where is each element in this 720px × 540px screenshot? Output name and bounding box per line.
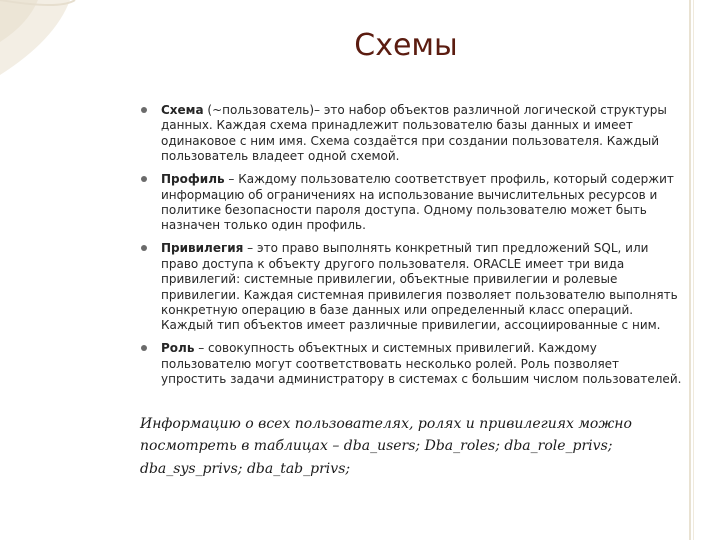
- bullet-item-profile: [139, 172, 684, 234]
- bullet-item-privilege: [139, 241, 684, 333]
- right-border-line: [689, 0, 691, 540]
- bullet-text: – совокупность объектных и системных привилегий. Каждому пользователю могут соответствовать несколько ролей. Роль позволяет упростить задачи администратору в системах с большим числом пользователей.: [161, 341, 682, 387]
- bullet-item-schema: [139, 103, 684, 165]
- bullet-term: Схема: [161, 103, 204, 117]
- bullet-term: Профиль: [161, 172, 225, 187]
- right-border-line-thin: [693, 0, 694, 540]
- bullet-text: – это право выполнять конкретный тип предложений SQL, или право доступа к объекту другого пользователя. ORACLE имеет три вида привилегий: системные привилегии, объектные привилегии и ролевые привилегии. Каждая системная привилегия позволяет пользователю выполнять конкретную операцию в базе данных или определенный класс операций. Каждый тип объектов имеет различные привилегии, ассоциированные с ним.: [161, 241, 678, 333]
- bullet-dot-icon: [141, 245, 147, 251]
- bullet-dot-icon: [141, 345, 147, 351]
- bullet-term: Привилегия: [161, 241, 244, 256]
- bullet-text: (~пользователь)– это набор объектов различной логической структуры данных. Каждая схема принадлежит пользователю базы данных и имеет одинаковое с ним имя. Схема создаётся при создании пользователя. Каждый пользователь владеет одной схемой.: [161, 103, 667, 164]
- bullet-term: Роль: [161, 341, 195, 356]
- bullet-dot-icon: [141, 107, 147, 113]
- bullet-text: – Каждому пользователю соответствует профиль, который содержит информацию об ограничениях на использование вычислительных ресурсов и политике безопасности пароля доступа. Одному пользователю может быть назначен только один профиль.: [161, 172, 674, 233]
- bullet-dot-icon: [141, 176, 147, 182]
- bullet-list: [139, 103, 684, 395]
- bullet-item-role: [139, 341, 684, 387]
- info-note: Информацию о всех пользователях, ролях и привилегиях можно посмотреть в таблицах – dba_users; Dba_roles; dba_role_privs; dba_sys_privs; dba_tab_privs;: [140, 416, 632, 477]
- slide-title: Схемы: [354, 28, 458, 63]
